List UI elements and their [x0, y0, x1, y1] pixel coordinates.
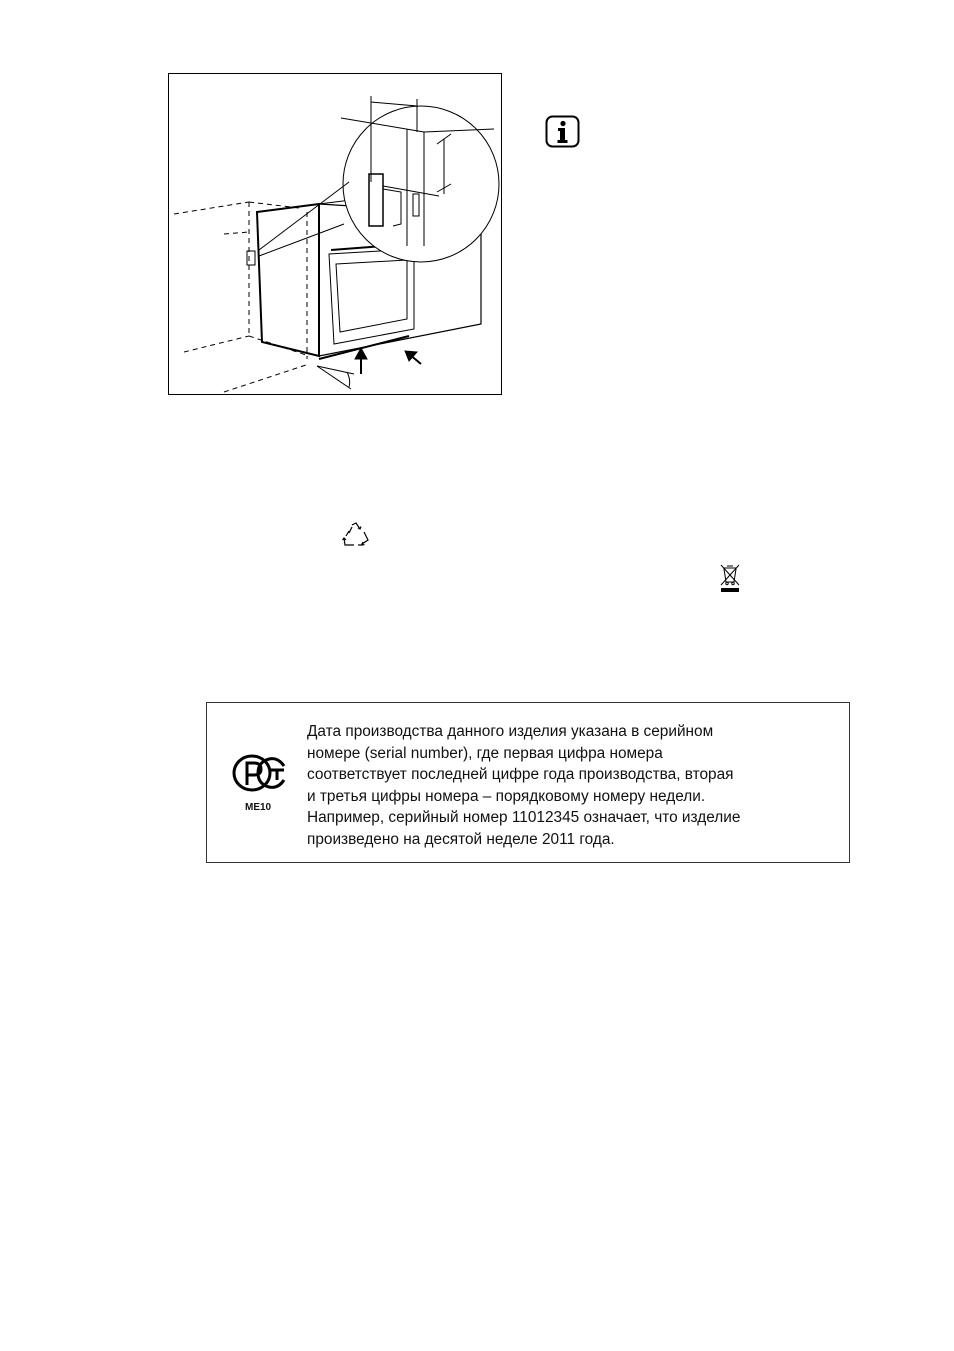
production-date-notice [206, 702, 850, 863]
installation-figure [168, 73, 502, 395]
rst-certification-mark [232, 753, 288, 793]
oven-installation-illustration [169, 74, 501, 394]
notice-text: Дата производства данного изделия указана в серийном номере (serial number), где первая цифра номера соответствует последней цифре года производства, вторая и третья цифры номера – порядковому номеру недели. Например, серийный номер 11012345 означает, что изделие произведено на десятой неделе 2011 года. [307, 723, 741, 848]
info-icon [545, 115, 580, 148]
crossed-out-bin-icon [718, 563, 742, 593]
recycle-icon [342, 521, 370, 549]
certification-code: ME10 [245, 802, 272, 813]
